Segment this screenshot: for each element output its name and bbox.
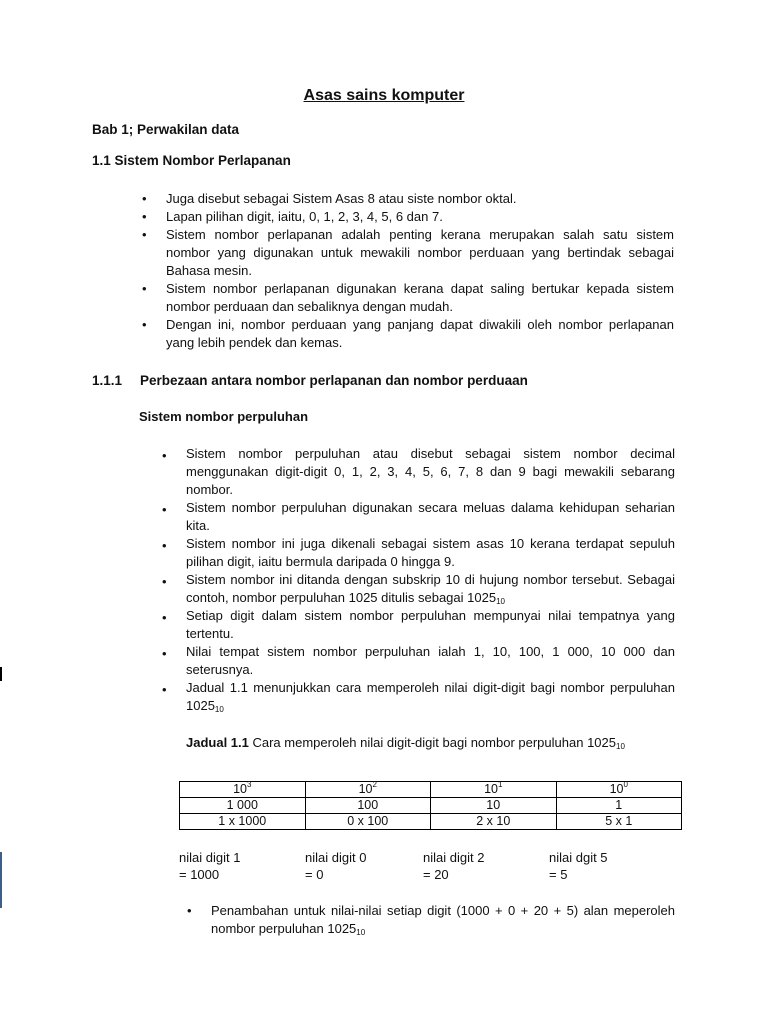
table-cell: 10 xyxy=(431,798,557,814)
decimal-bullet-list xyxy=(162,445,675,715)
bullet-icon: • xyxy=(162,646,167,661)
list-item: • Sistem nombor perpuluhan digunakan secara meluas dalama kehidupan seharian kita. xyxy=(162,500,675,533)
list-item: • Juga disebut sebagai Sistem Asas 8 atau siste nombor oktal. xyxy=(142,191,517,206)
list-item: • Sistem nombor ini juga dikenali sebagai sistem asas 10 kerana terdapat sepuluh pilihan digit, iaitu bermula daripada 0 hingga 9. xyxy=(162,536,675,569)
subscript: 10 xyxy=(616,742,625,751)
list-item: • Jadual 1.1 menunjukkan cara memperoleh nilai digit-digit bagi nombor perpuluhan $1025_{10}$ xyxy=(162,680,675,714)
bullet-icon: • xyxy=(162,448,167,463)
table-cell: 1 000 xyxy=(180,798,306,814)
table-cell: $10^2$ xyxy=(305,782,431,798)
subsection-title: Perbezaan antara nombor perlapanan dan nombor perduaan xyxy=(140,373,528,388)
list-item: • Dengan ini, nombor perduaan yang panjang dapat diwakili oleh nombor perlapanan yang lebih pendek dan kemas. xyxy=(142,317,674,350)
bullet-icon: • xyxy=(162,538,167,553)
table-cell: $10^1$ xyxy=(431,782,557,798)
digit-value: nilai digit 2 = 20 xyxy=(423,850,485,882)
table-row xyxy=(180,798,682,814)
table-cell: 1 x 1000 xyxy=(180,814,306,830)
bullet-icon: • xyxy=(162,502,167,517)
sum-bullet-list xyxy=(187,902,675,938)
table-cell: $10^3$ xyxy=(180,782,306,798)
table-cell: 1 xyxy=(556,798,682,814)
bullet-icon: • xyxy=(187,903,192,918)
subsection-heading xyxy=(92,372,528,390)
table-row xyxy=(180,814,682,830)
caption-text: Cara memperoleh nilai digit-digit bagi nombor perpuluhan 1025 xyxy=(248,735,616,750)
digit-value: nilai dgit 5 = 5 xyxy=(549,850,608,882)
subscript: 10 xyxy=(214,705,224,714)
table-cell: 5 x 1 xyxy=(556,814,682,830)
chapter-heading: Bab 1; Perwakilan data xyxy=(92,122,240,137)
subscript: 10 xyxy=(356,928,366,937)
caption-label: Jadual 1.1 xyxy=(186,735,249,750)
bullet-icon: • xyxy=(162,682,167,697)
text-cursor-mark xyxy=(0,667,2,681)
bullet-icon: • xyxy=(162,610,167,625)
table-caption xyxy=(186,734,625,752)
list-item: • Lapan pilihan digit, iaitu, 0, 1, 2, 3, 4, 5, 6 dan 7. xyxy=(142,209,443,224)
subsection-number: 1.1.1 xyxy=(92,373,123,388)
subheading: Sistem nombor perpuluhan xyxy=(139,409,309,424)
table-cell: 100 xyxy=(305,798,431,814)
bullet-icon: • xyxy=(142,227,147,242)
section-heading: 1.1 Sistem Nombor Perlapanan xyxy=(92,153,291,168)
bullet-icon: • xyxy=(162,574,167,589)
table-row xyxy=(180,782,682,798)
list-item: • Sistem nombor perlapanan adalah penting kerana merupakan salah satu sistem nombor yang digunakan untuk mewakili nombor perduaan yang bertindak sebagai Bahasa mesin. xyxy=(142,227,674,278)
bullet-icon: • xyxy=(142,317,147,332)
list-item: • Setiap digit dalam sistem nombor perpuluhan mempunyai nilai tempatnya yang tertentu. xyxy=(162,608,675,641)
digit-value: nilai digit 1 = 1000 xyxy=(179,850,241,882)
list-item: • Sistem nombor perlapanan digunakan kerana dapat saling bertukar kepada sistem nombor perduaan dan sebaliknya dengan mudah. xyxy=(142,281,674,314)
edge-marker xyxy=(0,852,2,908)
bullet-icon: • xyxy=(142,281,147,296)
list-item: • Nilai tempat sistem nombor perpuluhan ialah 1, 10, 100, 1 000, 10 000 dan seterusnya. xyxy=(162,644,675,677)
table-cell: 2 x 10 xyxy=(431,814,557,830)
bullet-icon: • xyxy=(142,209,147,224)
page-title: Asas sains komputer xyxy=(303,87,465,104)
place-value-table xyxy=(179,781,682,830)
table-cell: $10^0$ xyxy=(556,782,682,798)
list-item: • Sistem nombor ini ditanda dengan subskrip 10 di hujung nombor tersebut. Sebagai contoh, nombor perpuluhan 1025 ditulis sebagai $1025_{10}$ xyxy=(162,572,675,606)
table-cell: 0 x 100 xyxy=(305,814,431,830)
digit-value: nilai digit 0 = 0 xyxy=(305,850,367,882)
list-item: • Sistem nombor perpuluhan atau disebut sebagai sistem nombor decimal menggunakan digit-digit 0, 1, 2, 3, 4, 5, 6, 7, 8 dan 9 bagi mewakili sebarang nombor. xyxy=(162,446,675,497)
octal-bullet-list xyxy=(142,190,674,352)
bullet-icon: • xyxy=(142,191,147,206)
list-item: • Penambahan untuk nilai-nilai setiap digit (1000 + 0 + 20 + 5) alan meperoleh nombor perpuluhan $1025_{10}$ xyxy=(187,903,675,937)
subscript: 10 xyxy=(496,597,505,606)
